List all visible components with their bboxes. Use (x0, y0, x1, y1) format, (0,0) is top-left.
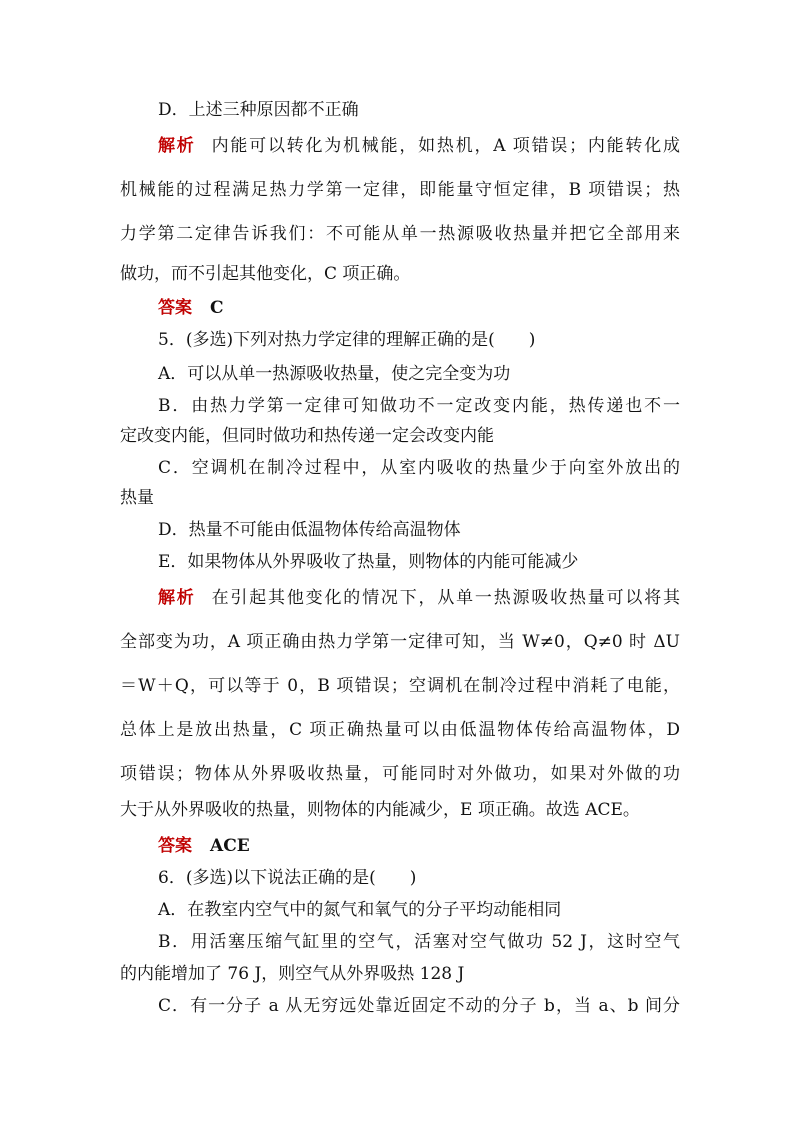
q5-option-e: E．如果物体从外界吸收了热量，则物体的内能可能减少 (158, 552, 579, 572)
q4-answer-label: 答案 (158, 298, 192, 318)
q6-option-a: A．在教室内空气中的氮气和氧气的分子平均动能相同 (158, 900, 562, 920)
q5-analysis-line-5: 项错误；物体从外界吸收热量，可能同时对外做功，如果对外做的功 (120, 764, 680, 784)
q4-analysis-line-2: 机械能的过程满足热力学第一定律，即能量守恒定律，B 项错误；热 (120, 180, 680, 200)
q5-option-a: A．可以从单一热源吸收热量，使之完全变为功 (158, 364, 511, 384)
q5-answer-value: ACE (210, 836, 250, 856)
q4-analysis-line-4: 做功，而不引起其他变化，C 项正确。 (120, 264, 411, 284)
q4-answer-value: C (210, 298, 224, 318)
q4-analysis-label: 解析 (158, 136, 196, 156)
q6-option-b-line-2: 的内能增加了 76 J，则空气从外界吸热 128 J (120, 964, 465, 984)
q5-analysis-line-2: 全部变为功，A 项正确由热力学第一定律可知，当 W≠0，Q≠0 时 ΔU (120, 632, 680, 652)
q5-stem: 5．(多选)下列对热力学定律的理解正确的是( ) (158, 330, 536, 350)
q4-option-d: D．上述三种原因都不正确 (158, 100, 359, 120)
q5-option-c-line-2: 热量 (120, 488, 154, 508)
q5-answer (158, 834, 680, 858)
q5-answer-label: 答案 (158, 836, 192, 856)
q4-analysis-line-1: 解析 内能可以转化为机械能，如热机，A 项错误；内能转化成 (158, 136, 680, 156)
q5-option-c-line-1: C．空调机在制冷过程中，从室内吸收的热量少于向室外放出的 (158, 458, 680, 478)
q6-option-c-line-1: C．有一分子 a 从无穷远处靠近固定不动的分子 b，当 a、b 间分 (158, 996, 680, 1016)
q6-stem: 6．(多选)以下说法正确的是( ) (158, 868, 417, 888)
q5-option-b-line-1: B．由热力学第一定律可知做功不一定改变内能，热传递也不一 (158, 396, 680, 416)
q4-analysis-line-3: 力学第二定律告诉我们：不可能从单一热源吸收热量并把它全部用来 (120, 224, 680, 244)
q6-option-b-line-1: B．用活塞压缩气缸里的空气，活塞对空气做功 52 J，这时空气 (158, 932, 680, 952)
q5-analysis-label: 解析 (158, 588, 196, 608)
q5-analysis-line-1: 解析 在引起其他变化的情况下，从单一热源吸收热量可以将其 (158, 588, 681, 608)
q5-analysis-line-4: 总体上是放出热量，C 项正确热量可以由低温物体传给高温物体，D (120, 720, 680, 740)
q5-option-b-line-2: 定改变内能，但同时做功和热传递一定会改变内能 (120, 426, 494, 446)
q4-answer (158, 296, 680, 320)
q5-option-d: D．热量不可能由低温物体传给高温物体 (158, 520, 461, 540)
q5-analysis-line-6: 大于从外界吸收的热量，则物体的内能减少，E 项正确。故选 ACE。 (120, 800, 640, 820)
q5-analysis-line-3: ＝W＋Q，可以等于 0，B 项错误；空调机在制冷过程中消耗了电能， (120, 676, 680, 696)
